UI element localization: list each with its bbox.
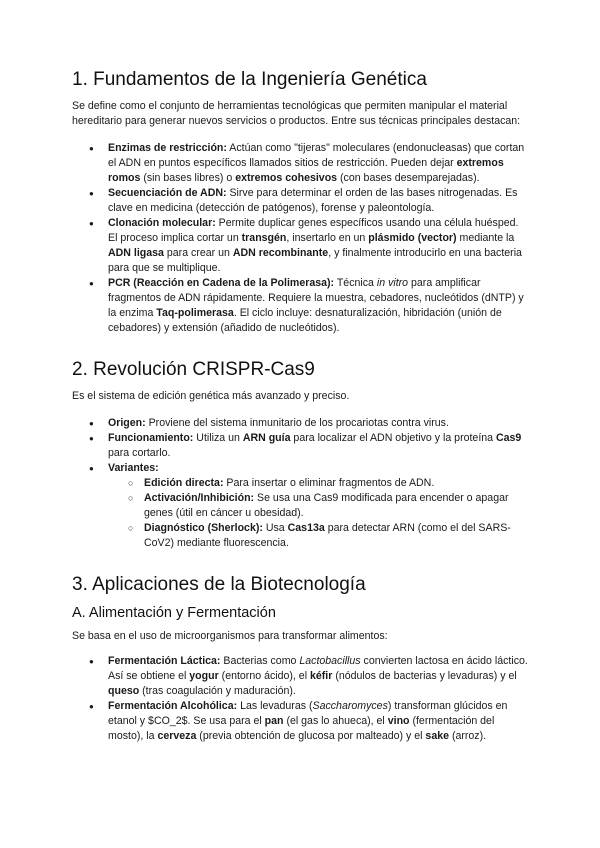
text: Técnica <box>334 277 377 289</box>
term: cerveza <box>157 730 197 742</box>
section-intro: Es el sistema de edición genética más avanzado y preciso. <box>72 390 350 402</box>
text: . El ciclo incluye: desnaturalización, hibridación (unión de cebadores) y extensión (añadido de nucleótidos). <box>108 307 502 334</box>
subsection-title: A. Alimentación y Fermentación <box>72 605 276 621</box>
list-item-clonacion <box>72 216 530 276</box>
term: ADN ligasa <box>108 247 164 259</box>
term: ARN guía <box>242 432 291 444</box>
text: Para insertar o eliminar fragmentos de ADN. <box>223 477 435 489</box>
list-item-alcoholica <box>72 699 530 744</box>
text: para localizar el ADN objetivo y la proteína <box>290 432 496 444</box>
section-intro: Se basa en el uso de microorganismos para transformar alimentos: <box>72 630 388 642</box>
fermentation-list <box>72 654 530 744</box>
text: Permite duplicar genes específicos usando una célula huésped. El proceso implica cortar un <box>108 217 519 244</box>
section-intro: Se define como el conjunto de herramientas tecnológicas que permiten manipular el material hereditario para generar nuevos servicios o productos. Entre sus técnicas principales destacan: <box>72 100 521 127</box>
term: Cas9 <box>496 432 522 444</box>
italic-term: Saccharomyces <box>312 700 388 712</box>
section-title: 1. Fundamentos de la Ingeniería Genética <box>72 69 427 90</box>
text: para crear un <box>163 247 233 259</box>
section-fundamentos <box>72 68 530 336</box>
term: Secuenciación de ADN: <box>108 187 227 199</box>
text: (arroz). <box>449 730 487 742</box>
term: Enzimas de restricción: <box>108 142 227 154</box>
list-item-enzimas <box>72 141 530 186</box>
list-item-origen <box>72 416 530 431</box>
term: Edición directa: <box>144 477 224 489</box>
text: (sin bases libres) o <box>140 172 236 184</box>
text: para detectar ARN (como el del SARS-CoV2) mediante fluorescencia. <box>144 522 511 549</box>
text: , y finalmente introducirlo en una bacteria para que se multiplique. <box>108 247 522 274</box>
text: Sirve para determinar el orden de las bases nitrogenadas. Es clave en medicina (detección de patógenos), forense y paleontología. <box>108 187 518 214</box>
text: (previa obtención de glucosa por malteado) y el <box>196 730 426 742</box>
techniques-list <box>72 141 530 336</box>
term: transgén <box>241 232 287 244</box>
term: yogur <box>189 670 219 682</box>
text: (entorno ácido), el <box>218 670 310 682</box>
term: queso <box>108 685 140 697</box>
text: mediante la <box>456 232 515 244</box>
list-item-variantes <box>72 461 530 476</box>
list-item-pcr <box>72 276 530 336</box>
text: (tras coagulación y maduración). <box>139 685 296 697</box>
term: Taq-polimerasa <box>156 307 234 319</box>
term: Funcionamiento: <box>108 432 194 444</box>
text: convierten lactosa en ácido láctico. Así se obtiene el <box>108 655 528 682</box>
term: Fermentación Láctica: <box>108 655 221 667</box>
term: Origen: <box>108 417 146 429</box>
term: sake <box>425 730 449 742</box>
text: para cortarlo. <box>108 447 171 459</box>
term: extremos cohesivos <box>235 172 338 184</box>
text: (nódulos de bacterias y levaduras) y el <box>332 670 517 682</box>
term: kéfir <box>310 670 333 682</box>
text: Se usa una Cas9 modificada para encender o apagar genes (útil en cáncer u obesidad). <box>144 492 509 519</box>
sublist-item-diagnostico <box>72 521 530 551</box>
text: , insertarlo en un <box>286 232 369 244</box>
section-crispr <box>72 358 530 551</box>
term: extremos romos <box>108 157 504 184</box>
text: (fermentación del mosto), la <box>108 715 495 742</box>
list-item-funcionamiento <box>72 431 530 461</box>
term: plásmido (vector) <box>368 232 457 244</box>
text: Las levaduras ( <box>237 700 313 712</box>
term: PCR (Reacción en Cadena de la Polimerasa): <box>108 277 335 289</box>
term: Activación/Inhibición: <box>144 492 255 504</box>
text: Bacterias como <box>220 655 300 667</box>
term: pan <box>264 715 284 727</box>
italic-term: in vitro <box>376 277 409 289</box>
list-item-secuenciacion <box>72 186 530 216</box>
section-aplicaciones <box>72 573 530 744</box>
term: Fermentación Alcohólica: <box>108 700 238 712</box>
sublist-item-edicion <box>72 476 530 491</box>
text: Actúan como "tijeras" moleculares (endonucleasas) que cortan el ADN en puntos específicos llamados sitios de restricción. Pueden dejar <box>108 142 525 169</box>
term: Cas13a <box>287 522 325 534</box>
term: Clonación molecular: <box>108 217 216 229</box>
italic-term: Lactobacillus <box>299 655 361 667</box>
text: ) transforman glúcidos en etanol y $CO_2$. Se usa para el <box>108 700 508 727</box>
term: Variantes: <box>108 462 159 474</box>
text: Usa <box>262 522 288 534</box>
text: para amplificar fragmentos de ADN rápidamente. Requiere la muestra, cebadores, nucleótidos (dNTP) y la enzima <box>108 277 524 319</box>
crispr-list <box>72 416 530 551</box>
list-item-lactica <box>72 654 530 699</box>
text: (con bases desemparejadas). <box>337 172 480 184</box>
section-title: 3. Aplicaciones de la Biotecnología <box>72 574 366 595</box>
term: vino <box>387 715 410 727</box>
section-title: 2. Revolución CRISPR-Cas9 <box>72 359 315 380</box>
text: Utiliza un <box>193 432 243 444</box>
term: Diagnóstico (Sherlock): <box>144 522 263 534</box>
text: (el gas lo ahueca), el <box>283 715 388 727</box>
sublist-item-activacion <box>72 491 530 521</box>
text: Proviene del sistema inmunitario de los procariotas contra virus. <box>145 417 449 429</box>
term: ADN recombinante <box>232 247 329 259</box>
